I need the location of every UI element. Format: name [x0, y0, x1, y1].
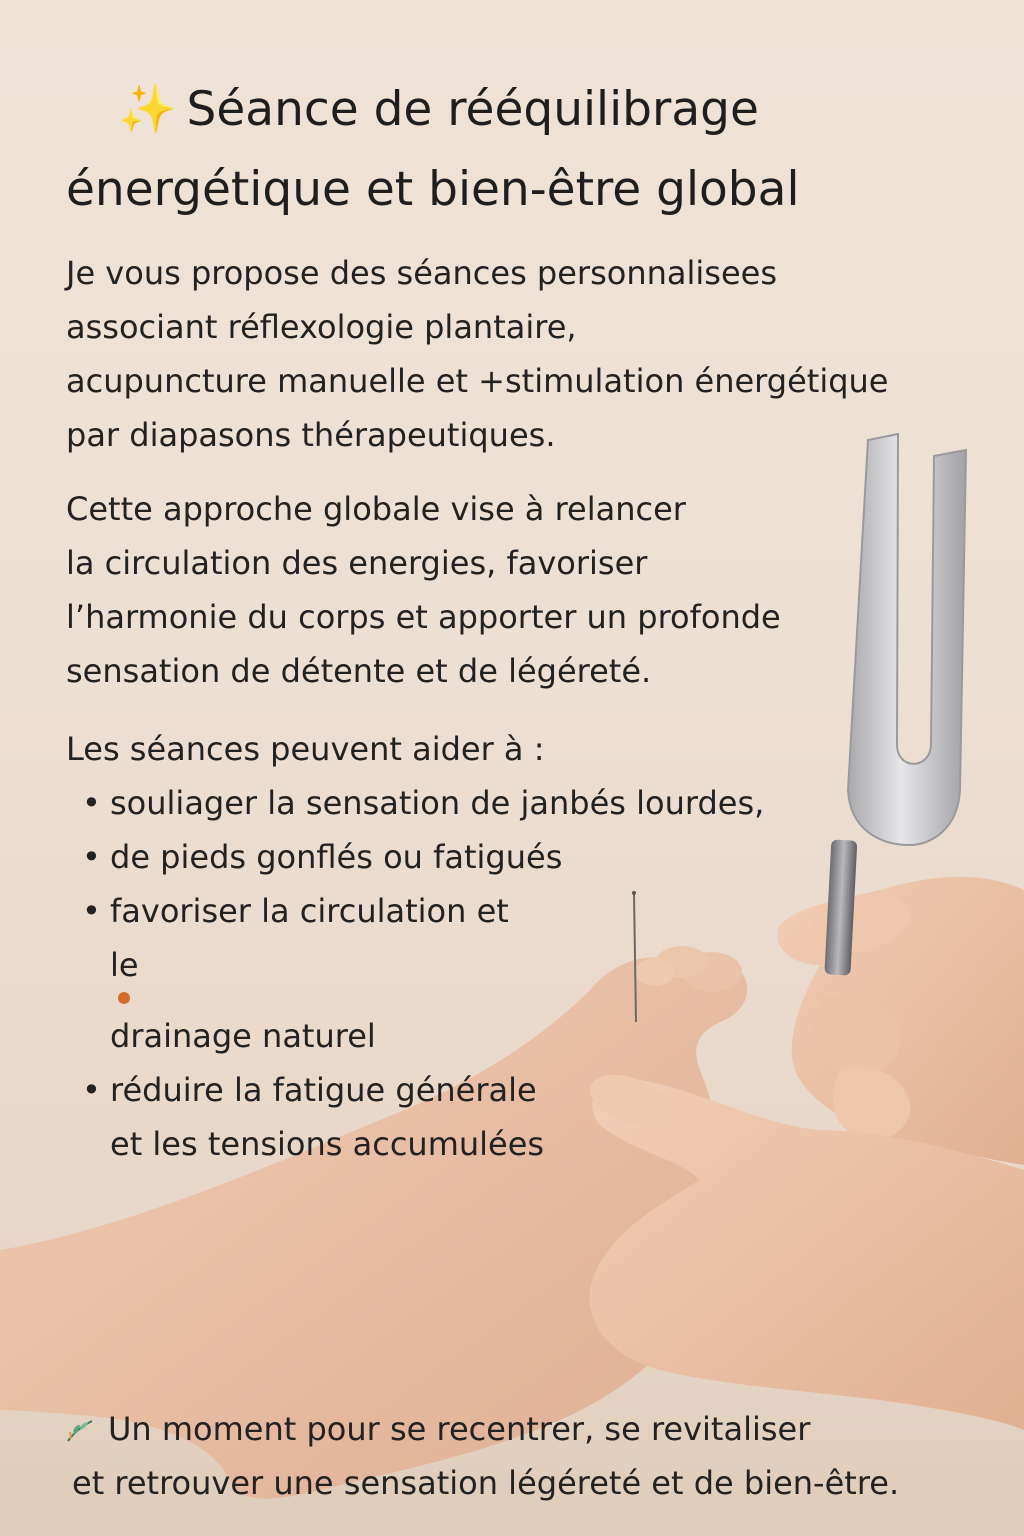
footer-tagline — [66, 1402, 899, 1510]
bullet-icon: • — [82, 1071, 101, 1109]
approach-line: sensation de détente et de légéreté. — [66, 652, 652, 690]
bullet-icon: • — [82, 784, 101, 822]
list-item — [66, 1063, 764, 1171]
bullet-icon: • — [82, 892, 101, 930]
footer-line-1-text: Un moment pour se recentrer, se revitaliser — [108, 1410, 811, 1448]
bullet-icon: • — [82, 838, 101, 876]
sparkle-icon: ✨ — [118, 82, 177, 137]
list-item — [66, 830, 764, 884]
orange-dot-icon — [118, 992, 130, 1004]
leaf-icon — [66, 1419, 96, 1443]
list-item-prefix: le — [110, 946, 139, 984]
benefits-intro: Les séances peuvent aider à : — [66, 730, 545, 768]
list-item-text: favoriser la circulation et — [110, 892, 509, 930]
title-line-1-text: Séance de rééquilibrage — [186, 82, 759, 137]
list-item — [66, 884, 764, 1063]
approach-line: l’harmonie du corps et apporter un profonde — [66, 598, 781, 636]
list-item-text: et les tensions accumulées — [110, 1125, 545, 1163]
intro-paragraph — [66, 246, 888, 462]
footer-line-1 — [66, 1402, 899, 1456]
footer-line-2: et retrouver une sensation légéreté et de bien-être. — [72, 1464, 900, 1502]
title-line-2: énergétique et bien-être global — [66, 162, 800, 217]
title-line-1 — [66, 70, 966, 150]
intro-line: acupuncture manuelle et +stimulation énergétique — [66, 362, 889, 400]
benefits-list — [66, 776, 764, 1171]
approach-paragraph — [66, 482, 781, 698]
list-item-text: de pieds gonflés ou fatigués — [110, 838, 563, 876]
list-item-text: souliager la sensation de janbés lourdes, — [110, 784, 765, 822]
intro-line: par diapasons thérapeutiques. — [66, 416, 556, 454]
intro-line: Je vous propose des séances personnalisees — [66, 254, 777, 292]
approach-line: Cette approche globale vise à relancer — [66, 490, 686, 528]
intro-line: associant réflexologie plantaire, — [66, 308, 577, 346]
page-title — [66, 70, 966, 230]
list-item — [66, 776, 764, 830]
list-item-text: réduire la fatigue générale — [110, 1071, 537, 1109]
approach-line: la circulation des energies, favoriser — [66, 544, 648, 582]
list-item-text-continued — [110, 938, 764, 1063]
list-item-rest: drainage naturel — [110, 1017, 376, 1055]
